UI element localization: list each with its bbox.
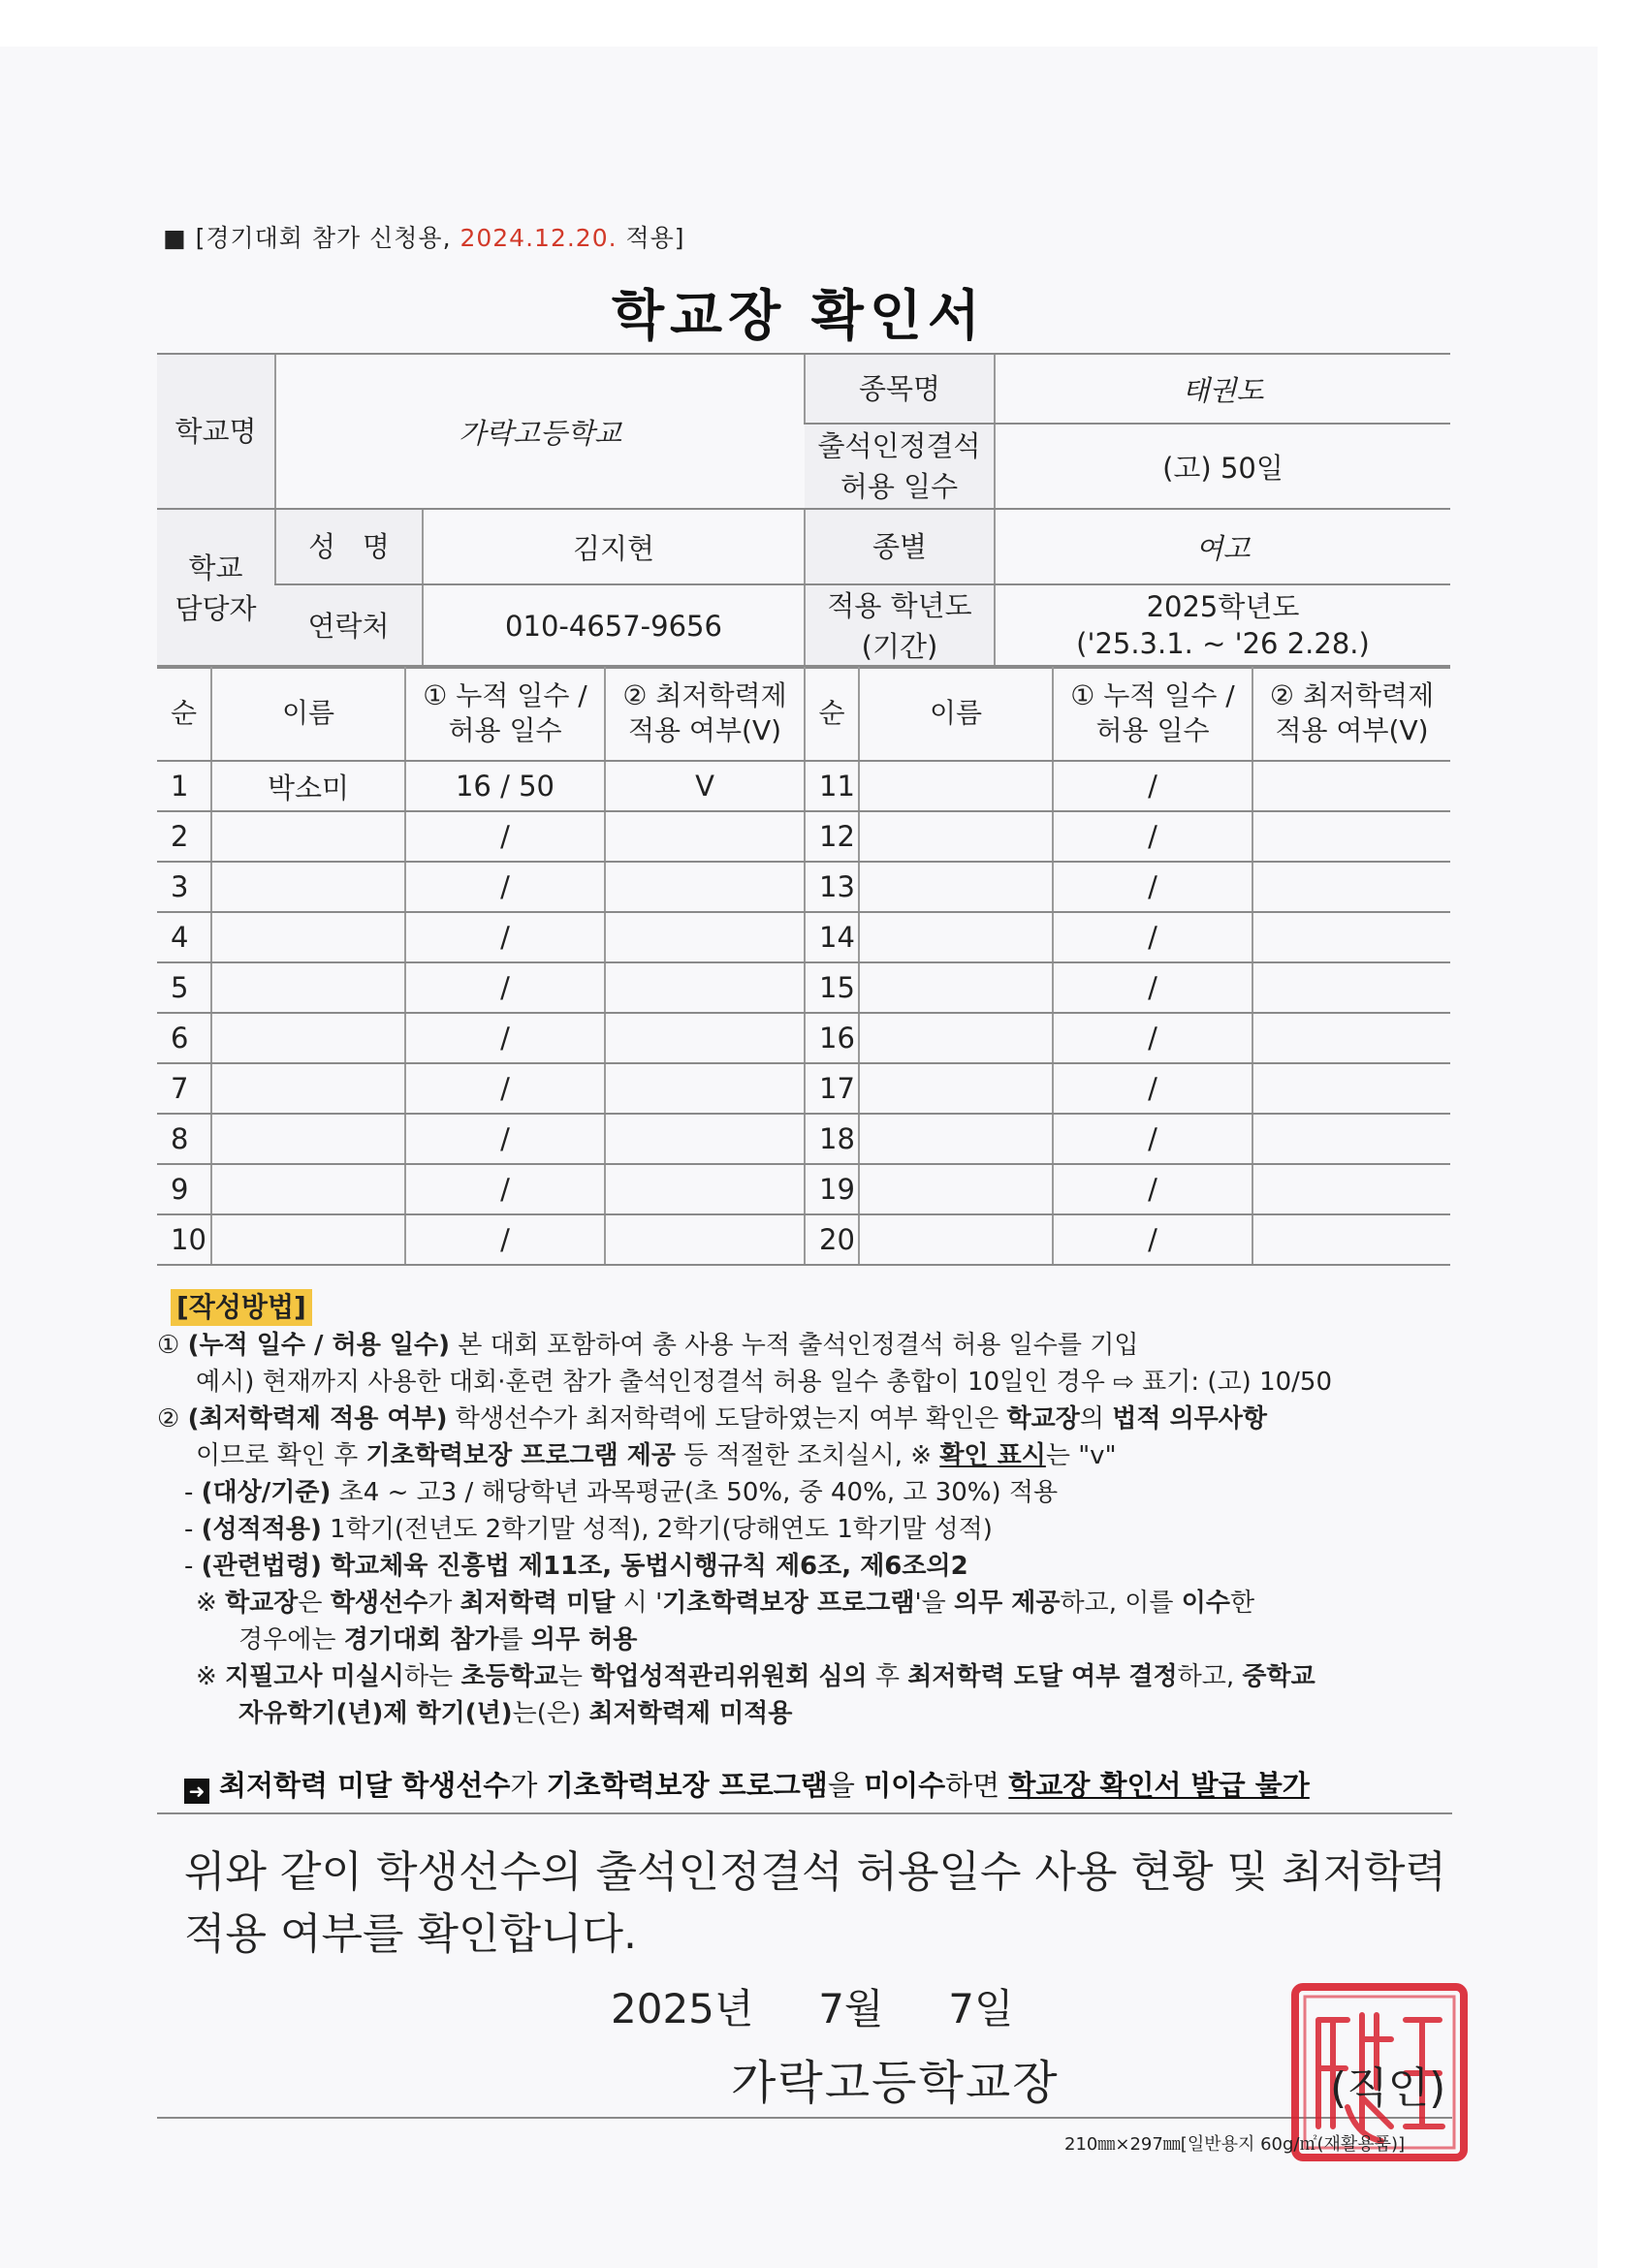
student-roster-table [157, 665, 1450, 1266]
row-days-cell: / [405, 811, 605, 862]
row-name-cell [859, 862, 1053, 912]
row-no-cell: 3 [157, 862, 211, 912]
form-usage-note [163, 219, 685, 254]
row-days-cell: / [1053, 1114, 1252, 1164]
contact-label: 연락처 [275, 584, 423, 668]
instruction-line: ※ 지필고사 미실시하는 초등학교는 학업성적관리위원회 심의 후 최저학력 도달 여부 결정하고, 중학교 [196, 1662, 1315, 1691]
instructions-tag: [작성방법] [171, 1289, 312, 1326]
row-min-cell [1252, 1164, 1450, 1214]
row-no-cell: 10 [157, 1214, 211, 1265]
row-name-cell [211, 962, 405, 1013]
row-min-cell [605, 811, 805, 862]
category-label: 종별 [805, 509, 995, 584]
bottom-divider [157, 2117, 1452, 2119]
row-min-cell [1252, 1013, 1450, 1063]
row-days-cell: / [1053, 1164, 1252, 1214]
usage-suffix: 적용] [617, 224, 685, 252]
row-name-cell: 박소미 [211, 761, 405, 811]
row-days-cell: / [1053, 811, 1252, 862]
row-days-cell: / [405, 862, 605, 912]
absence-days-value: (고) 50일 [995, 424, 1450, 509]
row-no-cell: 11 [805, 761, 859, 811]
instruction-line: - (성적적용) 1학기(전년도 2학기말 성적), 2학기(당해연도 1학기말 성적) [184, 1515, 993, 1544]
row-name-cell [859, 1114, 1053, 1164]
col-no-header: 순 [157, 666, 211, 761]
effective-date: 2024.12.20. [460, 224, 618, 252]
usage-prefix: ■ [경기대회 참가 신청용, [163, 224, 460, 252]
row-min-cell [1252, 862, 1450, 912]
row-no-cell: 14 [805, 912, 859, 962]
row-no-cell: 4 [157, 912, 211, 962]
school-info-table [157, 353, 1450, 669]
row-no-cell: 9 [157, 1164, 211, 1214]
table-row [157, 1013, 1450, 1063]
row-name-cell [859, 1164, 1053, 1214]
row-min-cell [1252, 761, 1450, 811]
contact-value: 010-4657-9656 [423, 584, 805, 668]
row-min-cell [605, 912, 805, 962]
row-days-cell: / [1053, 1013, 1252, 1063]
row-no-cell: 1 [157, 761, 211, 811]
table-row [157, 862, 1450, 912]
row-no-cell: 18 [805, 1114, 859, 1164]
row-days-cell: / [1053, 761, 1252, 811]
table-row [157, 912, 1450, 962]
row-days-cell: / [405, 1164, 605, 1214]
row-no-cell: 12 [805, 811, 859, 862]
row-no-cell: 16 [805, 1013, 859, 1063]
row-days-cell: / [405, 1063, 605, 1114]
paper-spec: 210㎜×297㎜[일반용지 60g/㎡(재활용품)] [1064, 2134, 1406, 2155]
manager-name-value: 김지현 [423, 509, 805, 584]
document-title: 학교장 확인서 [611, 285, 987, 348]
row-days-cell: / [405, 1013, 605, 1063]
table-row [157, 962, 1450, 1013]
col-min-header: ② 최저학력제 적용 여부(V) [605, 666, 805, 761]
instruction-line: 예시) 현재까지 사용한 대회·훈련 참가 출석인정결석 허용 일수 총합이 10일인 경우 ⇨ 표기: (고) 10/50 [196, 1368, 1333, 1397]
row-min-cell [1252, 912, 1450, 962]
row-days-cell: / [1053, 912, 1252, 962]
arrow-box-icon: ➜ [184, 1779, 209, 1804]
row-min-cell: V [605, 761, 805, 811]
row-min-cell [1252, 1114, 1450, 1164]
instruction-line: ② (최저학력제 적용 여부) 학생선수가 최저학력에 도달하였는지 여부 확인은 학교장의 법적 의무사항 [157, 1404, 1268, 1433]
row-min-cell [605, 1214, 805, 1265]
col-min-header-2: ② 최저학력제 적용 여부(V) [1252, 666, 1450, 761]
row-min-cell [605, 962, 805, 1013]
row-name-cell [211, 1214, 405, 1265]
row-name-cell [859, 1013, 1053, 1063]
row-name-cell [859, 1063, 1053, 1114]
confirmation-statement: 위와 같이 학생선수의 출석인정결석 허용일수 사용 현황 및 최저학력 적용 여부를 확인합니다. [184, 1847, 1446, 1959]
row-no-cell: 19 [805, 1164, 859, 1214]
row-min-cell [605, 1164, 805, 1214]
row-name-cell [211, 912, 405, 962]
roster-header-row [157, 666, 1450, 761]
instruction-line: 이므로 확인 후 기초학력보장 프로그램 제공 등 적절한 조치실시, ※ 확인 표시는 "v" [196, 1441, 1117, 1470]
event-label: 종목명 [805, 354, 995, 424]
col-name-header: 이름 [211, 666, 405, 761]
name-label: 성 명 [275, 509, 423, 584]
row-name-cell [859, 811, 1053, 862]
category-value: 여고 [995, 509, 1450, 584]
issuance-notice: ➜ 최저학력 미달 학생선수가 기초학력보장 프로그램을 미이수하면 학교장 확인서 발급 불가 [184, 1764, 1310, 1804]
row-name-cell [859, 912, 1053, 962]
row-no-cell: 8 [157, 1114, 211, 1164]
row-min-cell [1252, 1063, 1450, 1114]
issue-date: 2025년 7월 7일 [611, 1985, 1014, 2032]
instruction-line: - (관련법령) 학교체육 진흥법 제11조, 동법시행규칙 제6조, 제6조의2 [184, 1552, 968, 1581]
table-row [157, 761, 1450, 811]
row-days-cell: / [1053, 962, 1252, 1013]
school-year-label: 적용 학년도 (기간) [805, 584, 995, 668]
school-label: 학교명 [157, 354, 275, 509]
row-min-cell [605, 1063, 805, 1114]
row-days-cell: 16 / 50 [405, 761, 605, 811]
row-days-cell: / [405, 1114, 605, 1164]
row-name-cell [211, 1013, 405, 1063]
row-no-cell: 7 [157, 1063, 211, 1114]
table-row [157, 1214, 1450, 1265]
row-name-cell [859, 962, 1053, 1013]
row-days-cell: / [1053, 1214, 1252, 1265]
row-no-cell: 2 [157, 811, 211, 862]
row-days-cell: / [405, 1214, 605, 1265]
manager-label: 학교 담당자 [157, 509, 275, 668]
row-min-cell [1252, 962, 1450, 1013]
seal-label: (직인) [1330, 2063, 1446, 2113]
col-days-header: ① 누적 일수 / 허용 일수 [405, 666, 605, 761]
row-no-cell: 15 [805, 962, 859, 1013]
col-days-header-2: ① 누적 일수 / 허용 일수 [1053, 666, 1252, 761]
row-min-cell [605, 862, 805, 912]
row-name-cell [859, 761, 1053, 811]
school-value: 가락고등학교 [275, 354, 805, 509]
row-min-cell [1252, 1214, 1450, 1265]
row-name-cell [859, 1214, 1053, 1265]
instruction-line: - (대상/기준) 초4 ~ 고3 / 해당학년 과목평균(초 50%, 중 40%, 고 30%) 적용 [184, 1478, 1059, 1507]
row-days-cell: / [405, 962, 605, 1013]
row-no-cell: 20 [805, 1214, 859, 1265]
row-name-cell [211, 1164, 405, 1214]
row-days-cell: / [405, 912, 605, 962]
row-no-cell: 13 [805, 862, 859, 912]
table-row [157, 1114, 1450, 1164]
school-year-value: 2025학년도 ('25.3.1. ~ '26 2.28.) [995, 584, 1450, 668]
section-divider [157, 1812, 1452, 1814]
row-name-cell [211, 862, 405, 912]
row-name-cell [211, 1114, 405, 1164]
event-value: 태권도 [995, 354, 1450, 424]
row-no-cell: 6 [157, 1013, 211, 1063]
row-min-cell [605, 1013, 805, 1063]
row-no-cell: 17 [805, 1063, 859, 1114]
col-name-header-2: 이름 [859, 666, 1053, 761]
row-name-cell [211, 811, 405, 862]
col-no-header-2: 순 [805, 666, 859, 761]
row-no-cell: 5 [157, 962, 211, 1013]
instruction-line: 경우에는 경기대회 참가를 의무 허용 [238, 1625, 638, 1654]
row-days-cell: / [1053, 862, 1252, 912]
principal-title: 가락고등학교장 [731, 2056, 1060, 2110]
writing-instructions [157, 1289, 1456, 1732]
row-min-cell [605, 1114, 805, 1164]
instruction-line: ※ 학교장은 학생선수가 최저학력 미달 시 '기초학력보장 프로그램'을 의무 제공하고, 이를 이수한 [196, 1589, 1255, 1618]
table-row [157, 1164, 1450, 1214]
row-days-cell: / [1053, 1063, 1252, 1114]
instruction-line: 자유학기(년)제 학기(년)는(은) 최저학력제 미적용 [238, 1699, 793, 1728]
absence-days-label: 출석인정결석 허용 일수 [805, 424, 995, 509]
row-min-cell [1252, 811, 1450, 862]
table-row [157, 1063, 1450, 1114]
row-name-cell [211, 1063, 405, 1114]
table-row [157, 811, 1450, 862]
instruction-line: ① (누적 일수 / 허용 일수) 본 대회 포함하여 총 사용 누적 출석인정결석 허용 일수를 기입 [157, 1331, 1139, 1360]
